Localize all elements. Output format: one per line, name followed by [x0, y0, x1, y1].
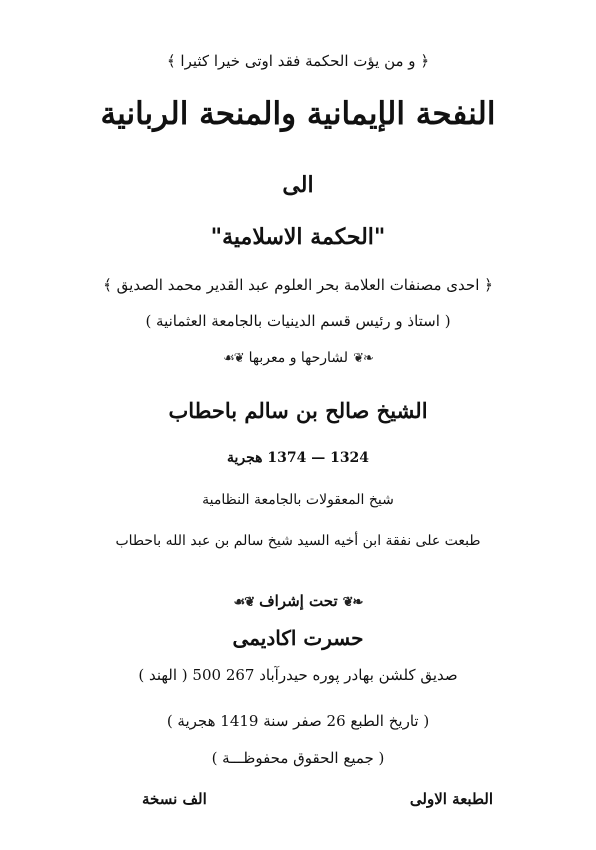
copyright-notice: ( جميع الحقوق محفوظـــة ) — [211, 749, 385, 767]
copies-label: الف نسخة — [142, 790, 207, 808]
printed-expense: طبعت على نفقة ابن أخيه السيد شيخ سالم بن عبد الله باحطاب — [115, 533, 481, 549]
ornament-right-icon: ❧❦ — [353, 350, 373, 366]
ila-word: الى — [282, 172, 314, 198]
book-subtitle: "الحكمة الاسلامية" — [210, 224, 386, 250]
sheikh-years: 1324 — 1374 هجرية — [226, 450, 370, 466]
sheikh-name: الشيخ صالح بن سالم باحطاب — [168, 398, 428, 423]
translator-label: لشارحها و معربها — [248, 350, 349, 366]
author-position: ( استاذ و رئيس قسم الدينيات بالجامعة العثمانية ) — [145, 312, 451, 330]
ornament-left-icon: ❦☙ — [233, 594, 255, 610]
author-line: ﴿ احدى مصنفات العلامة بحر العلوم عبد القدير محمد الصديق ﴾ — [103, 276, 493, 294]
edition-label: الطبعة الاولى — [409, 790, 493, 808]
ornament-left-icon: ❦☙ — [223, 350, 244, 366]
print-date: ( تاريخ الطبع 26 صفر سنة 1419 هجرية ) — [166, 712, 430, 730]
sheikh-title: شيخ المعقولات بالجامعة النظامية — [202, 492, 394, 508]
supervision-row — [0, 592, 596, 610]
quran-verse: ﴿ و من يؤت الحكمة فقد اوتى خيرا كثيرا ﴾ — [166, 52, 430, 70]
academy-name: حسرت اكاديمى — [232, 626, 364, 650]
translator-label-row — [0, 350, 596, 366]
ornament-right-icon: ❧❦ — [342, 594, 363, 610]
supervision-label: تحت إشراف — [259, 592, 338, 610]
publisher-address: صديق كلشن بهادر پوره حيدرآباد 267 500 ( الهند ) — [138, 666, 458, 684]
book-title: النفحة الإيمانية والمنحة الربانية — [100, 96, 496, 132]
